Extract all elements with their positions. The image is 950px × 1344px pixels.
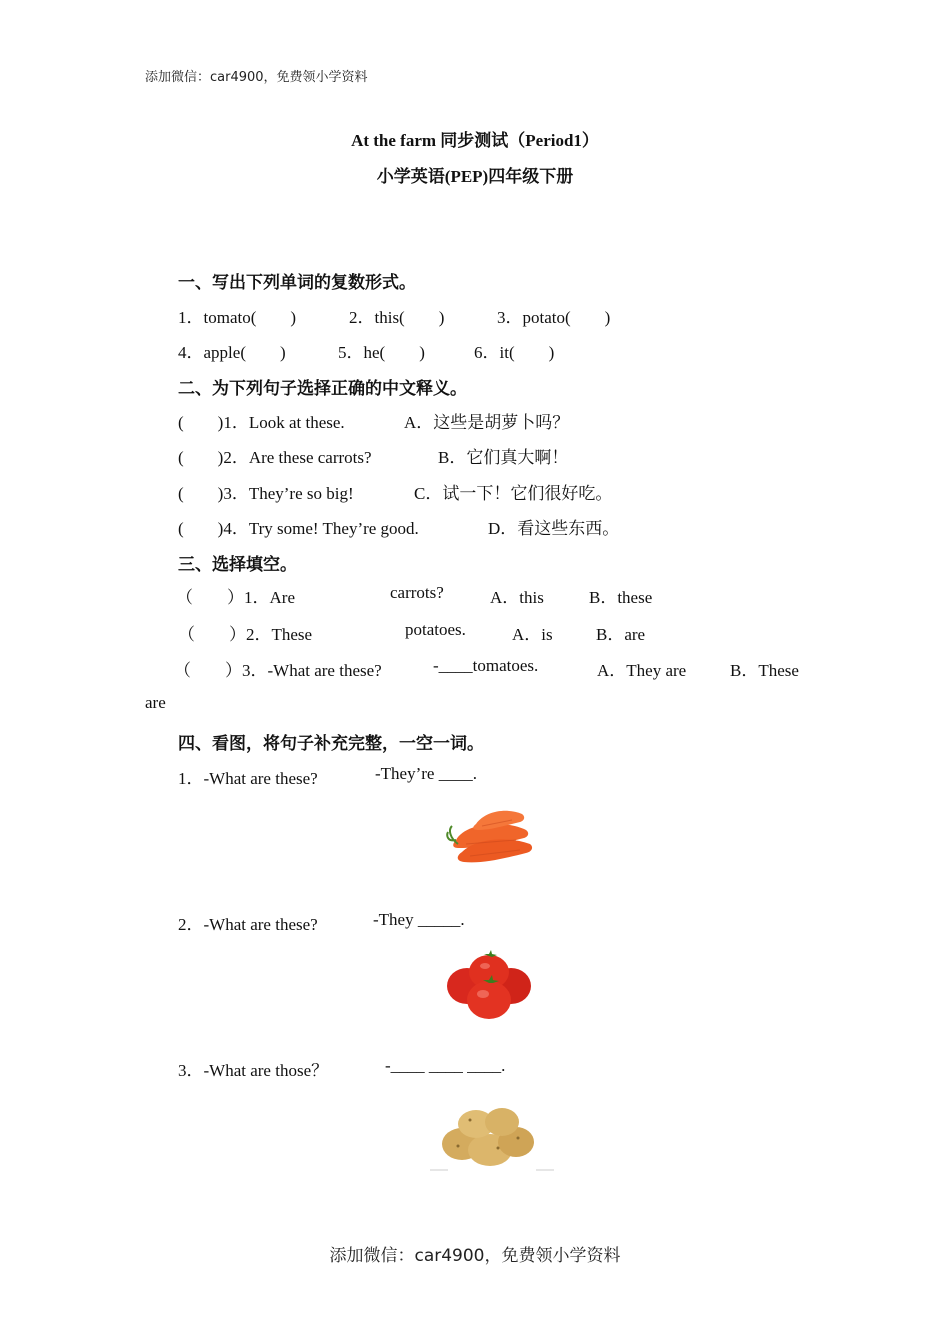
- matching-question: ( )3．They’re so big!: [178, 484, 354, 503]
- picture-q1-answer: -They’re ____.: [375, 764, 477, 783]
- section-4-heading: 四、看图，将句子补充完整，一空一词。: [178, 734, 484, 753]
- header-watermark: 添加微信：car4900，免费领小学资料: [145, 70, 368, 85]
- carrot-picture: [446, 800, 536, 872]
- matching-question: ( )2．Are these carrots?: [178, 448, 372, 467]
- tomato-icon: [447, 950, 531, 1019]
- picture-q3-question: 3．-What are those？: [178, 1061, 329, 1080]
- plural-item: 2．this( ): [349, 308, 445, 327]
- matching-option: A．这些是胡萝卜吗？: [404, 413, 570, 432]
- choice-q3-option-a: A．They are: [597, 661, 687, 680]
- choice-q3-option-b: B．These: [730, 661, 799, 680]
- plural-item: 6．it( ): [474, 343, 555, 362]
- potato-picture: [428, 1098, 556, 1174]
- potato-icon: [430, 1108, 554, 1170]
- choice-q2-tail: potatoes.: [405, 620, 466, 639]
- choice-q3-answer: -____tomatoes.: [433, 656, 539, 675]
- section-1-heading: 一、写出下列单词的复数形式。: [178, 273, 416, 292]
- choice-q2-option-b: B．are: [596, 625, 646, 644]
- choice-q2-stem: （ ）2．These: [178, 625, 313, 644]
- plural-item: 4．apple( ): [178, 343, 286, 362]
- title-line-2: 小学英语(PEP)四年级下册: [376, 167, 574, 186]
- tomato-picture: [441, 950, 537, 1022]
- footer-watermark: 添加微信：car4900，免费领小学资料: [329, 1246, 621, 1266]
- choice-q3-stem: （ ）3．-What are these?: [174, 661, 382, 680]
- choice-q1-stem: （ ）1．Are: [176, 588, 295, 607]
- matching-option: C．试一下！它们很好吃。: [414, 484, 613, 503]
- section-2-heading: 二、为下列句子选择正确的中文释义。: [178, 379, 467, 398]
- picture-q3-answer: -____ ____ ____.: [385, 1056, 506, 1075]
- matching-question: ( )4．Try some! They’re good.: [178, 519, 419, 538]
- picture-q1-question: 1．-What are these?: [178, 769, 318, 788]
- carrot-icon: [447, 811, 532, 863]
- picture-q2-question: 2．-What are these?: [178, 915, 318, 934]
- plural-item: 5．he( ): [338, 343, 425, 362]
- title-line-1: At the farm 同步测试（Period1）: [351, 131, 599, 150]
- plural-item: 3．potato( ): [497, 308, 611, 327]
- matching-option: D．看这些东西。: [488, 519, 620, 538]
- choice-q1-option-a: A．this: [490, 588, 544, 607]
- choice-q3-option-b-wrap: are: [145, 693, 166, 712]
- choice-q1-option-b: B．these: [589, 588, 653, 607]
- choice-q1-tail: carrots?: [390, 583, 444, 602]
- choice-q2-option-a: A．is: [512, 625, 553, 644]
- section-3-heading: 三、选择填空。: [178, 555, 297, 574]
- matching-question: ( )1．Look at these.: [178, 413, 345, 432]
- plural-item: 1．tomato( ): [178, 308, 297, 327]
- picture-q2-answer: -They _____.: [373, 910, 465, 929]
- matching-option: B．它们真大啊！: [438, 448, 569, 467]
